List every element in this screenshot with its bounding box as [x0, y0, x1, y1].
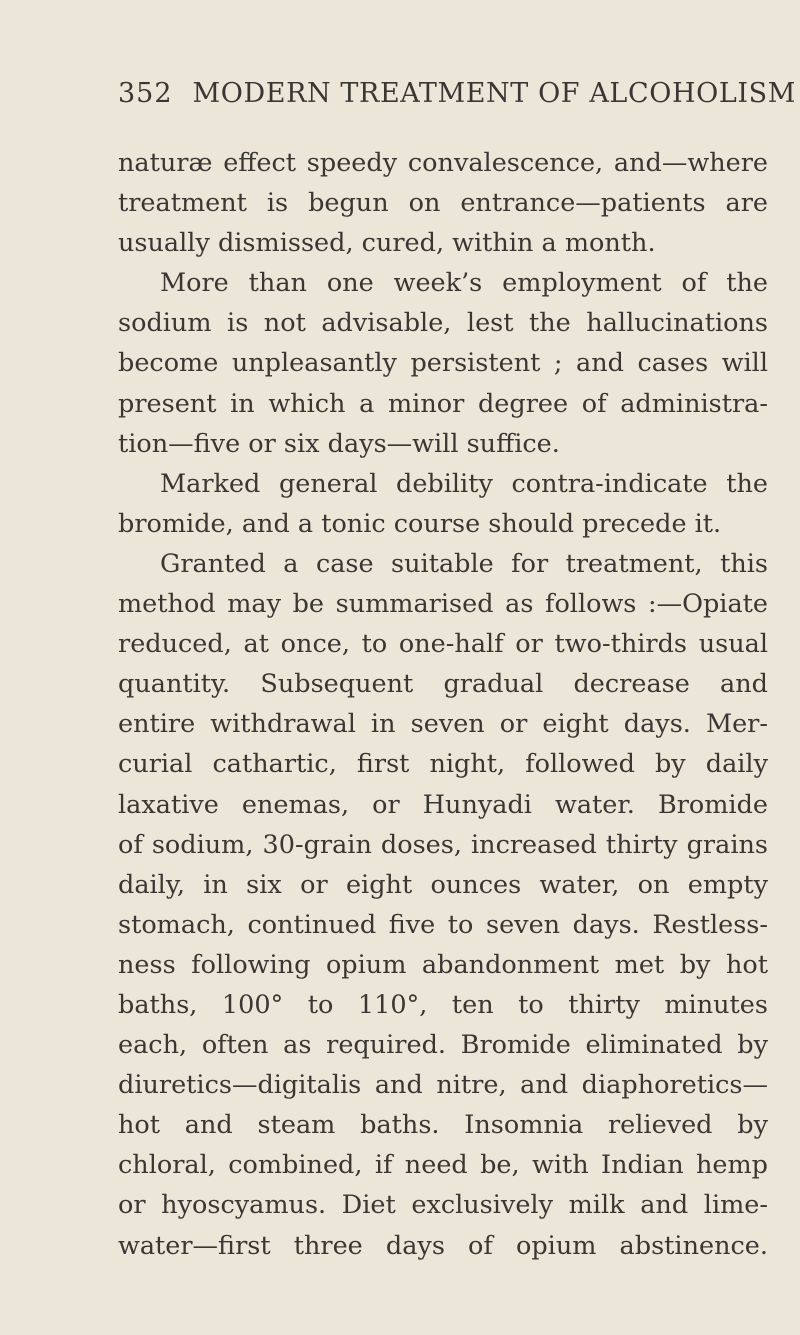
text-line: tion—five or six days—will suffice. — [118, 428, 560, 459]
page-number: 352 — [118, 78, 173, 109]
running-title: MODERN TREATMENT OF ALCOHOLISM — [192, 78, 796, 109]
text-line: usually dismissed, cured, within a month. — [118, 228, 656, 259]
text-line: quantity. Subsequent gradual decrease and — [118, 669, 768, 700]
text-line: baths, 100° to 110°, ten to thirty minutes — [118, 989, 768, 1020]
text-line: naturæ effect speedy convalescence, and—where — [118, 148, 768, 178]
text-line: become unpleasantly persistent ; and cases will — [118, 348, 768, 379]
text-line: sodium is not advisable, lest the hallucinations — [118, 308, 768, 339]
text-line: diuretics—digitalis and nitre, and diaphoretics— — [118, 1070, 768, 1101]
text-line: chloral, combined, if need be, with Indian hemp — [118, 1150, 768, 1181]
text-line: daily, in six or eight ounces water, on empty — [118, 869, 768, 900]
text-line: entire withdrawal in seven or eight days. Mer- — [118, 709, 768, 740]
text-line: reduced, at once, to one-half or two-thirds usual — [118, 629, 768, 660]
text-line: or hyoscyamus. Diet exclusively milk and lime- — [118, 1190, 768, 1221]
text-line: treatment is begun on entrance—patients are — [118, 188, 768, 219]
text-line: Marked general debility contra-indicate the — [160, 468, 768, 499]
text-line: Granted a case suitable for treatment, this — [160, 548, 768, 579]
text-line: More than one week’s employment of the — [160, 268, 768, 299]
page-header — [118, 78, 796, 118]
text-line: water—first three days of opium abstinence. — [118, 1230, 768, 1261]
text-line: method may be summarised as follows :—Opiate — [118, 589, 768, 620]
text-line: present in which a minor degree of administra- — [118, 388, 768, 419]
text-line: curial cathartic, first night, followed by daily — [118, 749, 768, 780]
text-line: bromide, and a tonic course should precede it. — [118, 508, 722, 539]
text-line: laxative enemas, or Hunyadi water. Bromide — [118, 789, 768, 820]
body-text — [118, 143, 768, 1266]
text-line: of sodium, 30-grain doses, increased thirty grains — [118, 829, 768, 860]
text-line: hot and steam baths. Insomnia relieved by — [118, 1110, 768, 1141]
text-line: each, often as required. Bromide eliminated by — [118, 1030, 768, 1061]
text-line: ness following opium abandonment met by hot — [118, 949, 768, 980]
text-line: stomach, continued five to seven days. Restless- — [118, 909, 768, 940]
